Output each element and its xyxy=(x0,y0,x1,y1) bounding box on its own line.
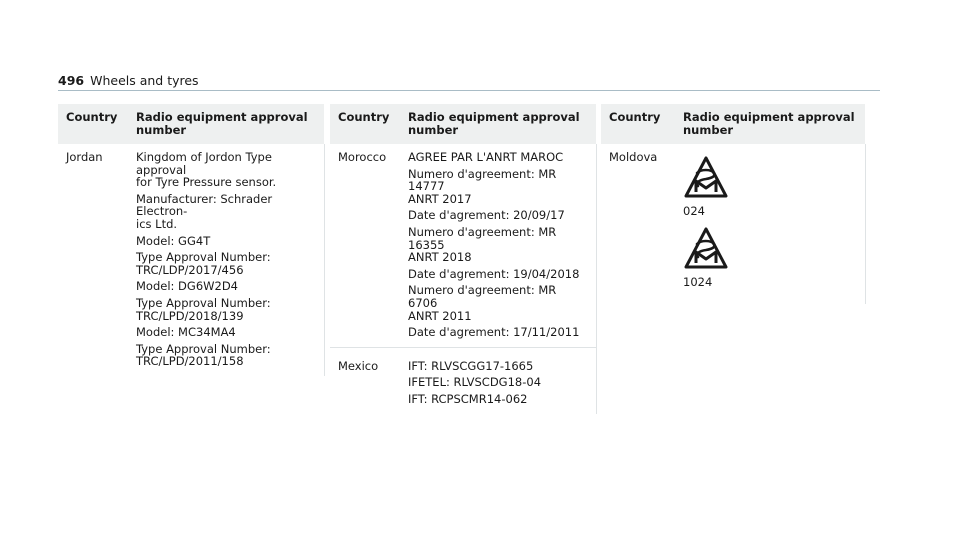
text-line: for Tyre Pressure sensor. xyxy=(136,175,277,190)
text-line: Model: GG4T xyxy=(136,233,211,248)
approval-morocco xyxy=(400,144,596,347)
table-header-row xyxy=(601,104,865,144)
text-line: Numero d'agreement: MR 16355 xyxy=(408,224,557,252)
text-line: Numero d'agreement: MR 14777 xyxy=(408,166,557,194)
approval-table-moldova xyxy=(601,104,866,304)
text-line: Manufacturer: Schrader Electron- xyxy=(136,191,273,219)
table-header-row xyxy=(58,104,324,144)
moldova-conformity-mark-icon xyxy=(683,226,729,270)
table-header-row xyxy=(330,104,596,144)
approval-jordan xyxy=(128,144,324,376)
text-line: ANRT 2017 xyxy=(408,191,472,206)
table-row xyxy=(330,144,596,347)
approval-moldova xyxy=(675,144,865,304)
text-line: IFETEL: RLVSCDG18-04 xyxy=(408,375,542,390)
header-rule xyxy=(58,90,880,91)
approval-table-morocco-mexico xyxy=(330,104,597,414)
approval-table-jordan xyxy=(58,104,325,376)
header-approval: Radio equipment approval number xyxy=(400,104,596,144)
country-mexico: Mexico xyxy=(330,347,400,413)
country-morocco: Morocco xyxy=(338,150,387,164)
section-title: Wheels and tyres xyxy=(90,73,199,88)
country-jordan: Jordan xyxy=(66,150,103,164)
moldova-conformity-mark-icon xyxy=(683,155,729,199)
text-line: Date d'agrement: 17/11/2011 xyxy=(408,325,580,340)
moldova-code-2: 1024 xyxy=(683,274,713,289)
moldova-code-1: 024 xyxy=(683,204,705,218)
header-country: Country xyxy=(330,104,400,144)
text-line: Model: DG6W2D4 xyxy=(136,279,239,294)
text-line: AGREE PAR L'ANRT MAROC xyxy=(408,150,564,164)
text-line: Date d'agrement: 19/04/2018 xyxy=(408,266,580,281)
text-line: TRC/LPD/2018/139 xyxy=(136,308,244,323)
text-line: TRC/LDP/2017/456 xyxy=(136,262,244,277)
text-line: Type Approval Number: xyxy=(136,295,271,310)
table-row xyxy=(58,144,324,376)
header-country: Country xyxy=(58,104,128,144)
text-line: Model: MC34MA4 xyxy=(136,325,236,340)
approval-mexico xyxy=(400,347,596,413)
text-line: TRC/LPD/2011/158 xyxy=(136,354,244,369)
text-line: Kingdom of Jordon Type approval xyxy=(136,150,272,177)
text-line: ANRT 2011 xyxy=(408,308,472,323)
text-line: ANRT 2018 xyxy=(408,250,472,265)
text-line: Type Approval Number: xyxy=(136,250,271,265)
header-approval: Radio equipment approval number xyxy=(128,104,324,144)
text-line: Date d'agrement: 20/09/17 xyxy=(408,208,565,223)
table-row xyxy=(601,144,865,304)
table-row xyxy=(330,347,596,413)
country-moldova: Moldova xyxy=(609,150,658,164)
text-line: IFT: RLVSCGG17-1665 xyxy=(408,358,534,373)
page-header xyxy=(58,73,199,88)
text-line: Type Approval Number: xyxy=(136,341,271,356)
page-number: 496 xyxy=(58,73,85,88)
text-line: Numero d'agreement: MR 6706 xyxy=(408,283,557,310)
header-approval: Radio equipment approval number xyxy=(675,104,865,144)
header-country: Country xyxy=(601,104,675,144)
text-line: ics Ltd. xyxy=(136,216,178,231)
text-line: IFT: RCPSCMR14-062 xyxy=(408,391,528,406)
